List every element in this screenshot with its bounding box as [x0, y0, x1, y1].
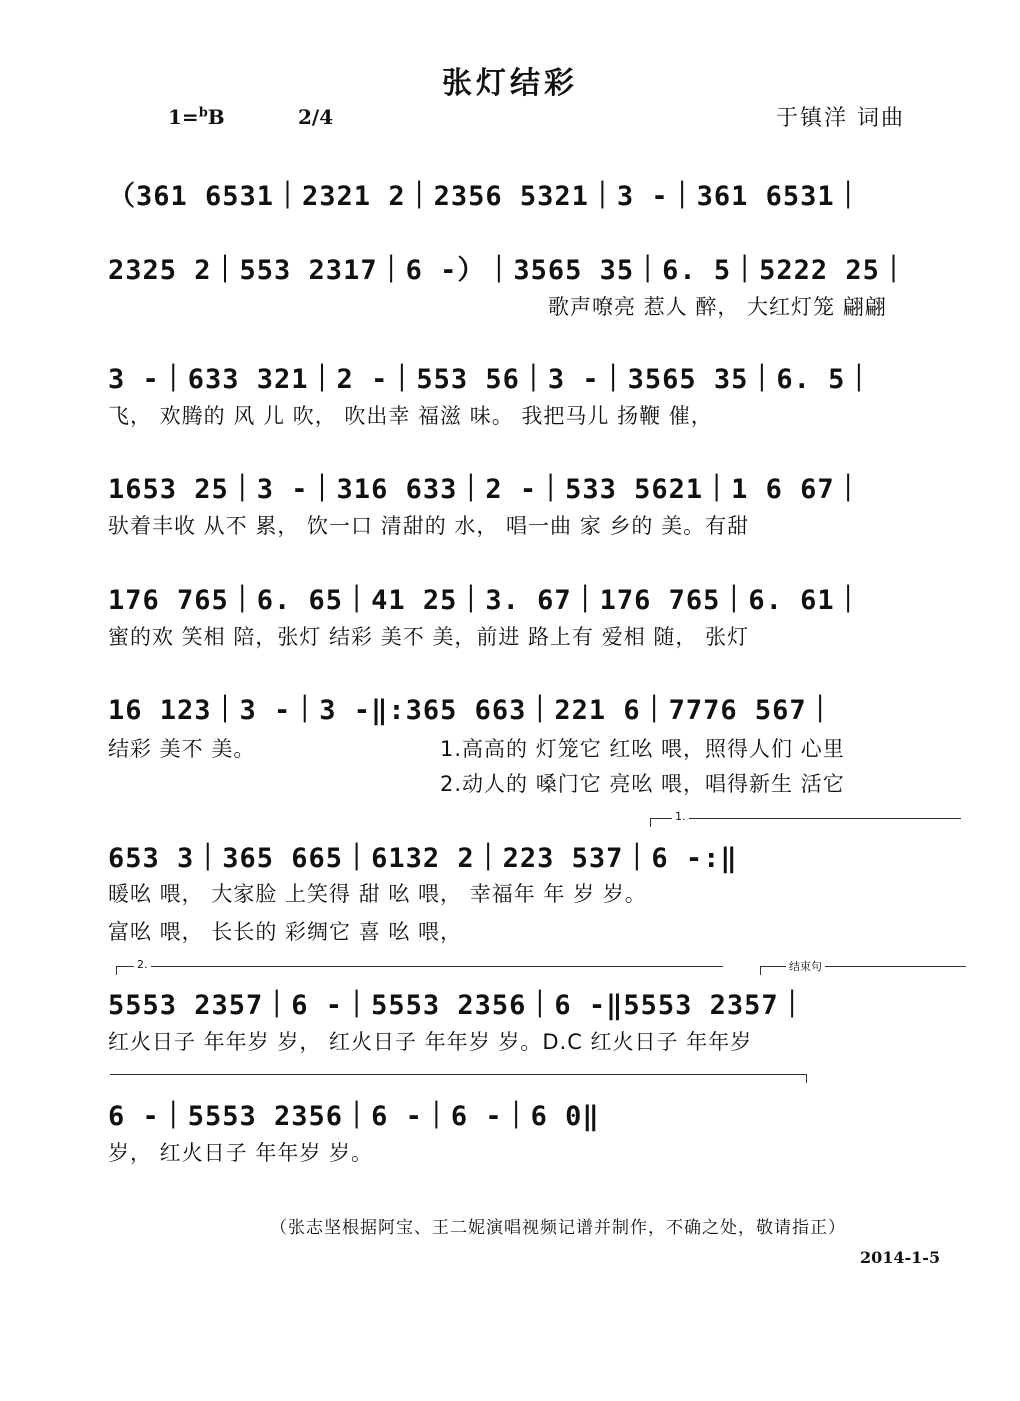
volta-2-bracket — [116, 966, 723, 975]
ending-bracket-continued — [110, 1074, 807, 1083]
transcription-note: （张志坚根据阿宝、王二妮演唱视频记谱并制作，不确之处，敬请指正） — [270, 1218, 846, 1238]
note-line-9: 6 -｜5553 2356｜6 -｜6 -｜6 0‖ — [108, 1101, 600, 1132]
key-signature — [168, 105, 225, 129]
ending-label: 结束句 — [786, 958, 825, 974]
lyric-verse-2: 2.动人的 嗓门它 亮吆 喂，唱得新生 活它 — [440, 772, 845, 796]
key-prefix: 1= — [168, 105, 199, 129]
lyric-line-7: 暖吆 喂， 大家脸 上笑得 甜 吆 喂， 幸福年 年 岁 岁。 — [108, 882, 647, 906]
lyric-line-8: 红火日子 年年岁 岁， 红火日子 年年岁 岁。D.C 红火日子 年年岁 — [108, 1030, 753, 1054]
note-line-7: 653 3｜365 665｜6132 2｜223 537｜6 -:‖ — [108, 843, 738, 874]
lyric-verse-1: 1.高高的 灯笼它 红吆 喂，照得人们 心里 — [440, 737, 845, 761]
key-flat: b — [198, 105, 208, 121]
note-line-4: 1653 25｜3 -｜316 633｜2 -｜533 5621｜1 6 67｜ — [108, 474, 863, 505]
song-title: 张灯结彩 — [442, 66, 578, 101]
lyric-line-5: 蜜的欢 笑相 陪，张灯 结彩 美不 美，前进 路上有 爱相 随， 张灯 — [108, 625, 750, 649]
note-line-8: 5553 2357｜6 -｜5553 2356｜6 -‖5553 2357｜ — [108, 990, 807, 1021]
lyric-line-7-verse-2: 富吆 喂， 长长的 彩绸它 喜 吆 喂， — [108, 920, 463, 944]
lyric-line-9: 岁， 红火日子 年年岁 岁。 — [108, 1141, 374, 1165]
note-line-1: （361 6531｜2321 2｜2356 5321｜3 -｜361 6531｜ — [108, 181, 863, 212]
note-line-6: 16 123｜3 -｜3 -‖:365 663｜221 6｜7776 567｜ — [108, 695, 835, 726]
volta-1-bracket — [650, 818, 961, 827]
lyric-line-6: 结彩 美不 美。 — [108, 737, 256, 761]
volta-1-label: 1. — [672, 810, 689, 823]
volta-2-label: 2. — [134, 958, 151, 971]
composer-credit: 于镇洋 词曲 — [776, 106, 905, 131]
lyric-line-3: 飞， 欢腾的 风 儿 吹， 吹出幸 福滋 味。 我把马儿 扬鞭 催， — [108, 404, 713, 428]
lyric-line-2: 歌声嘹亮 惹人 醉， 大红灯笼 翩翩 — [548, 295, 887, 319]
lyric-line-4: 驮着丰收 从不 累， 饮一口 清甜的 水， 唱一曲 家 乡的 美。有甜 — [108, 514, 750, 538]
key-note: B — [207, 105, 225, 129]
note-line-5: 176 765｜6. 65｜41 25｜3. 67｜176 765｜6. 61｜ — [108, 585, 863, 616]
note-line-2: 2325 2｜553 2317｜6 -）｜3565 35｜6. 5｜5222 25｜ — [108, 255, 908, 286]
note-line-3: 3 -｜633 321｜2 -｜553 56｜3 -｜3565 35｜6. 5｜ — [108, 364, 874, 395]
time-signature: 2/4 — [298, 105, 334, 129]
transcription-date: 2014-1-5 — [860, 1248, 941, 1267]
